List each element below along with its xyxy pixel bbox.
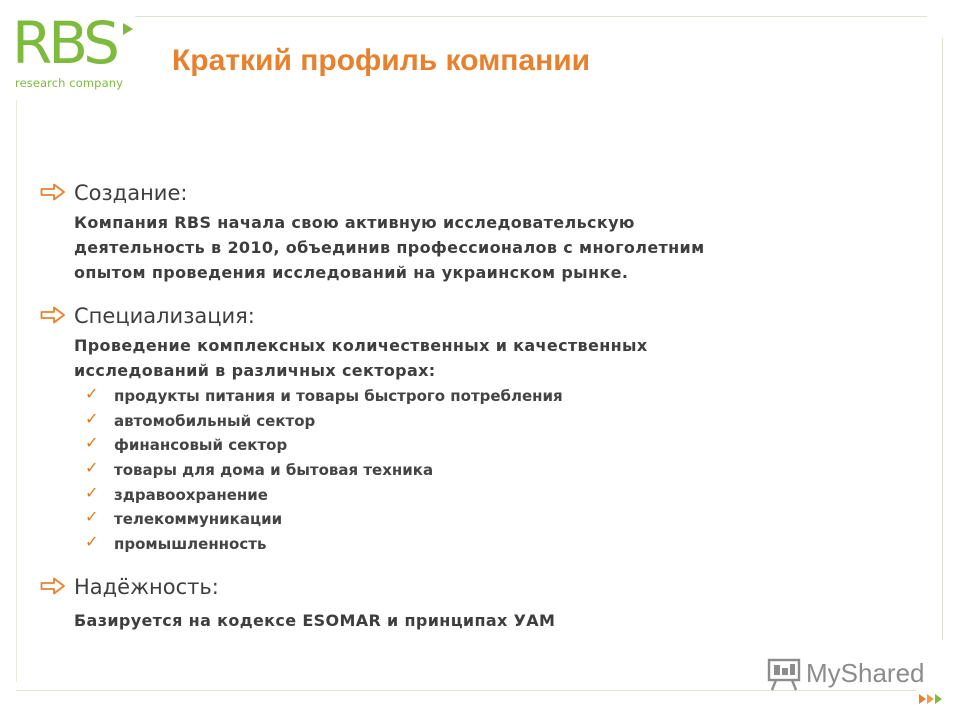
top-divider — [135, 16, 927, 17]
section-text-line: Компания RBS начала свою активную исследовательскую — [74, 213, 635, 232]
presentation-board-icon — [766, 656, 804, 692]
list-item: ✓ товары для дома и бытовая техника — [85, 458, 434, 480]
checkmark-icon: ✓ — [85, 507, 99, 527]
list-item: ✓ телекоммуникации — [85, 507, 283, 529]
section-text-line: Проведение комплексных количественных и качественных — [74, 336, 648, 355]
list-item: ✓ финансовый сектор — [85, 433, 288, 455]
checkmark-icon: ✓ — [85, 384, 99, 403]
left-divider — [16, 100, 17, 682]
list-item: ✓ здравоохранение — [85, 482, 268, 504]
watermark-text: MyShared — [806, 658, 925, 688]
checkmark-icon: ✓ — [85, 433, 99, 453]
next-slide-arrows-icon[interactable] — [918, 693, 946, 705]
logo-arrow-icon — [121, 22, 135, 36]
section-heading: Специализация: — [74, 304, 255, 328]
list-item: ✓ продукты питания и товары быстрого потребления — [85, 384, 563, 405]
right-divider — [942, 38, 943, 640]
logo-subtitle: research company — [15, 76, 124, 90]
page-title: Краткий профиль компании — [172, 44, 591, 77]
hollow-arrow-right-icon — [40, 183, 66, 201]
section-text-line: опытом проведения исследований на украинском рынке. — [74, 263, 629, 282]
hollow-arrow-right-icon — [40, 577, 66, 595]
section-text-line: Базируется на кодексе ESOMAR и принципах УАМ — [74, 611, 556, 630]
checkmark-icon: ✓ — [85, 458, 99, 478]
checkmark-icon: ✓ — [85, 532, 99, 552]
section-text-line: исследований в различных секторах: — [74, 361, 436, 380]
list-item: ✓ промышленность — [85, 532, 267, 554]
checkmark-icon: ✓ — [85, 482, 99, 502]
section-heading: Надёжность: — [74, 575, 219, 599]
checkmark-icon: ✓ — [85, 408, 99, 428]
sector-list — [82, 384, 563, 557]
section-text-line: деятельность в 2010, объединив профессионалов с многолетним — [74, 238, 705, 257]
section-heading: Создание: — [74, 181, 188, 205]
myshared-watermark — [766, 656, 926, 692]
list-item: ✓ автомобильный сектор — [85, 408, 316, 430]
rbs-logo — [12, 8, 132, 98]
logo-letters: RBS — [12, 9, 116, 77]
hollow-arrow-right-icon — [40, 306, 66, 324]
